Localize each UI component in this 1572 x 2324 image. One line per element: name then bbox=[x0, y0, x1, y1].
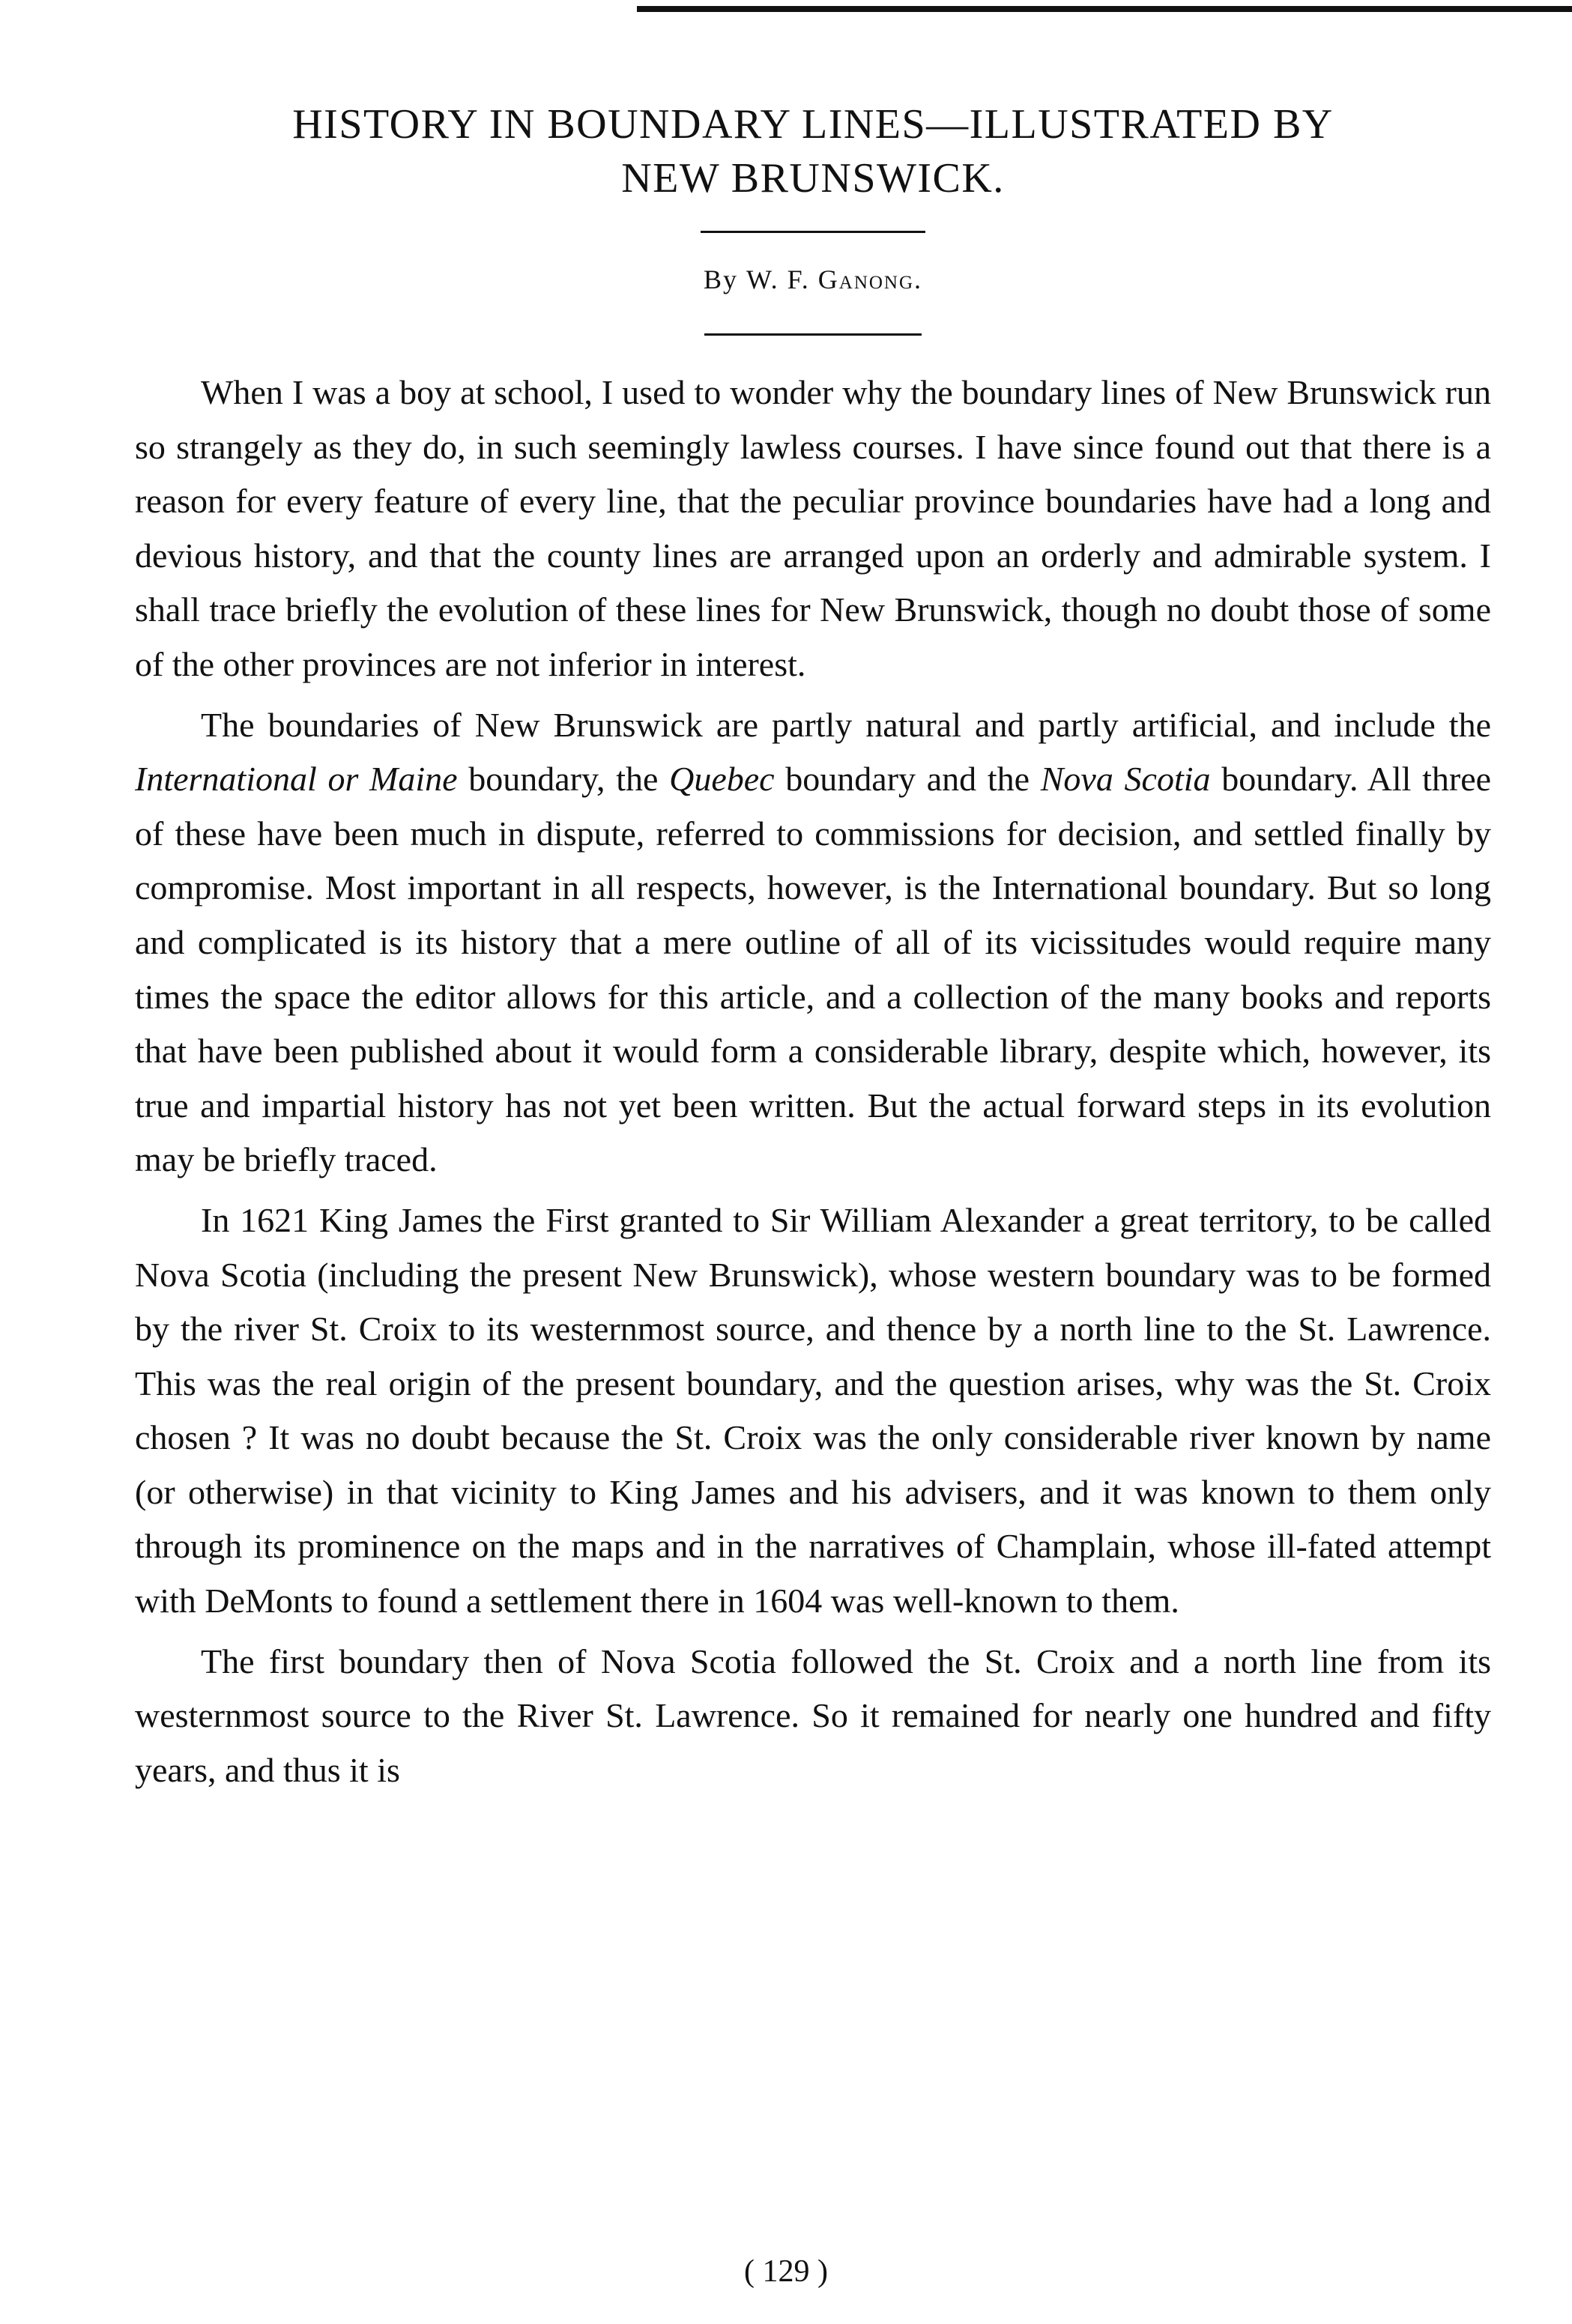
article-body bbox=[135, 366, 1491, 1797]
paragraph-3: In 1621 King James the First granted to Sir William Alexander a great territory, to be called Nova Scotia (including the present New Brunswick), whose western boundary was to be formed by the river St. Croix to its westernmost source, and thence by a north line to the St. Lawrence. This was the real origin of the present boundary, and the question arises, why was the St. Croix chosen ? It was no doubt because the St. Croix was the only considerable river known by name (or otherwise) in that vicinity to King James and his advisers, and it was known to them only through its prominence on the maps and in the narratives of Champlain, whose ill-fated attempt with DeMonts to found a settlement there in 1604 was well-known to them. bbox=[135, 1200, 1491, 1621]
paragraph-2-part-1: The boundaries of New Brunswick are partly natural and partly artificial, and include the bbox=[201, 705, 1491, 744]
page-content bbox=[135, 97, 1491, 1797]
title-line-2: NEW BRUNSWICK. bbox=[621, 155, 1005, 202]
byline-divider bbox=[704, 333, 922, 336]
top-rule bbox=[637, 6, 1572, 12]
paragraph-2-italic-2: Quebec bbox=[669, 760, 775, 799]
paragraph-4: The first boundary then of Nova Scotia followed the St. Croix and a north line from its westernmost source to the River St. Lawrence. So it remained for nearly one hundred and fifty years, and thus it is bbox=[135, 1641, 1491, 1789]
author-name: W. F. Ganong. bbox=[746, 264, 923, 294]
paragraph-2-part-2: boundary, the bbox=[468, 760, 659, 799]
paragraph-1: When I was a boy at school, I used to wonder why the boundary lines of New Brunswick run so strangely as they do, in such seemingly lawless courses. I have since found out that there is a reason for every feature of every line, that the peculiar province boundaries have had a long and devious history, and that the county lines are arranged upon an orderly and admirable system. I shall trace briefly the evolution of these lines for New Brunswick, though no doubt those of some of the other provinces are not inferior in interest. bbox=[135, 373, 1491, 683]
paragraph-2-italic-3: Nova Scotia bbox=[1040, 760, 1211, 799]
paragraph-2 bbox=[135, 698, 1491, 1187]
article-title bbox=[135, 97, 1491, 205]
title-line-1: HISTORY IN BOUNDARY LINES—ILLUSTRATED BY bbox=[292, 101, 1334, 148]
title-divider bbox=[701, 231, 925, 233]
byline-prefix: By bbox=[703, 264, 738, 294]
paragraph-2-part-3: boundary and the bbox=[785, 760, 1030, 799]
page-number: ( 129 ) bbox=[744, 2254, 828, 2289]
paragraph-2-italic-1: International or Maine bbox=[135, 760, 458, 799]
paragraph-2-part-4: boundary. All three of these have been much in dispute, referred to commissions for decision, and settled finally by compromise. Most important in all respects, however, is the International boundary. But so long and complicated is its history that a mere outline of all of its vicissitudes would require many times the space the editor allows for this article, and a collection of the many books and reports that have been published about it would form a considerable library, despite which, however, its true and impartial history has not yet been written. But the actual forward steps in its evolution may be briefly traced. bbox=[135, 760, 1492, 1179]
byline bbox=[135, 264, 1491, 294]
